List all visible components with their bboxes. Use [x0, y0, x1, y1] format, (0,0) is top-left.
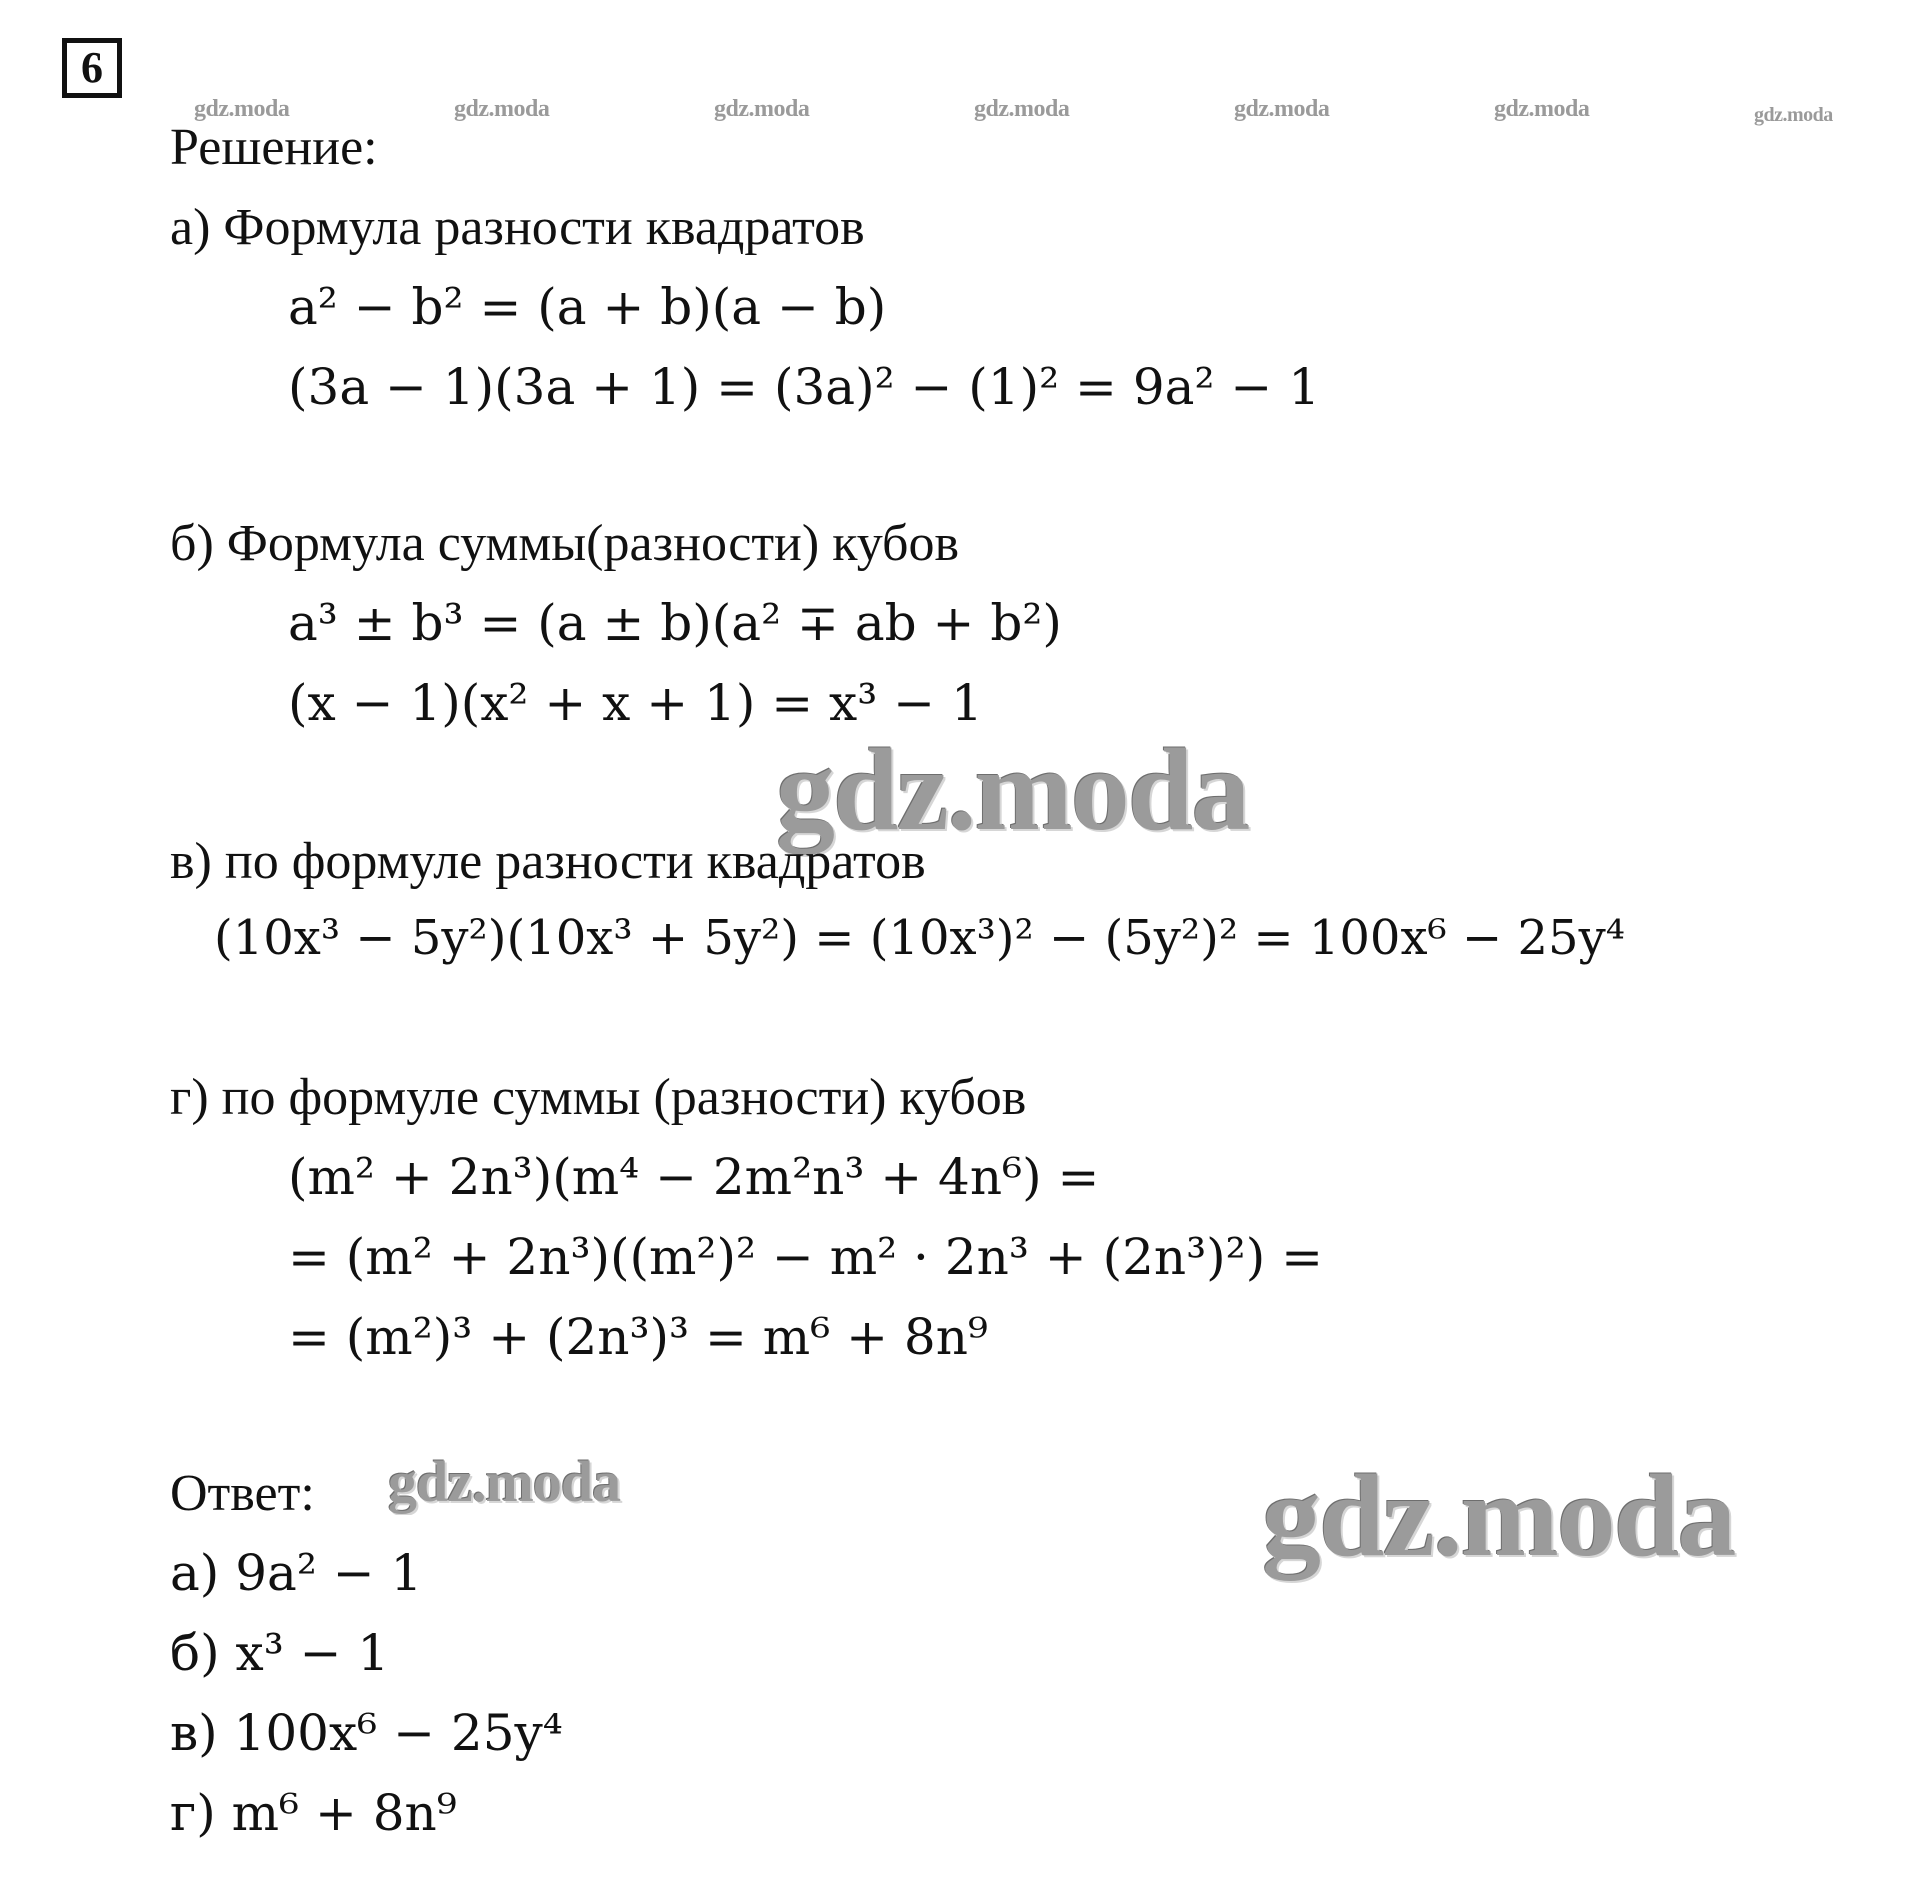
watermark: gdz.moda: [454, 96, 550, 122]
watermark: gdz.moda: [194, 96, 290, 122]
section-v-title: в) по формуле разности квадратов: [170, 833, 926, 890]
section-g-line1: (m² + 2n³)(m⁴ − 2m²n³ + 4n⁶) =: [288, 1148, 1100, 1206]
section-a-formula: a² − b² = (a + b)(a − b): [288, 278, 887, 336]
problem-number-badge: [62, 38, 122, 98]
answer-g: г) m⁶ + 8n⁹: [170, 1784, 457, 1842]
section-a-work: (3a − 1)(3a + 1) = (3a)² − (1)² = 9a² − 1: [288, 358, 1321, 416]
answer-label: Ответ:: [170, 1465, 315, 1522]
watermark: gdz.moda: [1234, 96, 1330, 122]
section-a-title: а) Формула разности квадратов: [170, 199, 865, 256]
section-v-work: (10x³ − 5y²)(10x³ + 5y²) = (10x³)² − (5y²)² = 100x⁶ − 25y⁴: [214, 910, 1625, 966]
watermark-medium: gdz.moda: [388, 1449, 621, 1514]
watermark: gdz.moda: [1494, 96, 1590, 122]
problem-number: 6: [81, 43, 103, 92]
answer-v: в) 100x⁶ − 25y⁴: [170, 1704, 563, 1762]
answer-b: б) x³ − 1: [170, 1624, 390, 1682]
watermark-large: gdz.moda: [776, 724, 1249, 855]
section-g-title: г) по формуле суммы (разности) кубов: [170, 1069, 1027, 1126]
section-g-line3: = (m²)³ + (2n³)³ = m⁶ + 8n⁹: [288, 1308, 988, 1366]
answer-a: а) 9a² − 1: [170, 1544, 423, 1602]
section-b-work: (x − 1)(x² + x + 1) = x³ − 1: [288, 674, 983, 732]
section-g-line2: = (m² + 2n³)((m²)² − m² · 2n³ + (2n³)²) =: [288, 1228, 1323, 1286]
watermark: gdz.moda: [974, 96, 1070, 122]
watermark: gdz.moda: [1754, 104, 1833, 126]
watermark-large: gdz.moda: [1262, 1450, 1735, 1581]
solution-heading: Решение:: [170, 119, 378, 176]
section-b-formula: a³ ± b³ = (a ± b)(a² ∓ ab + b²): [288, 594, 1062, 652]
watermark: gdz.moda: [714, 96, 810, 122]
section-b-title: б) Формула суммы(разности) кубов: [170, 515, 960, 572]
